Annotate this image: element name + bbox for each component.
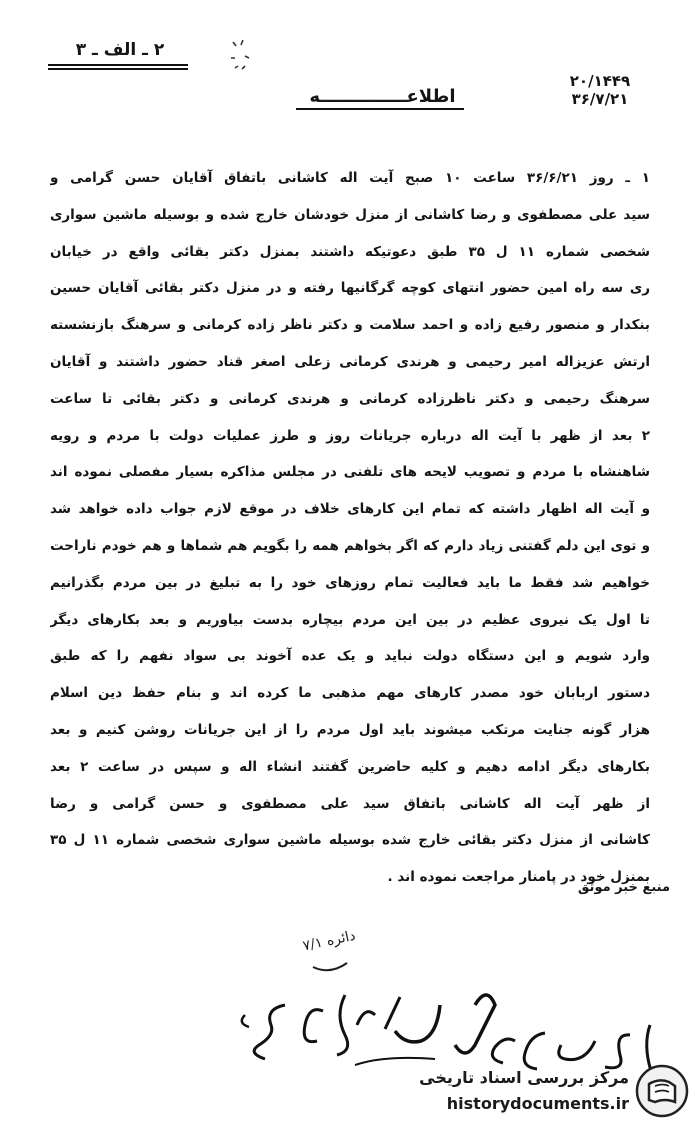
body-line: ری سه راه امین حضور انتهای کوچه گرگانیها رفته و در منزل دکتر بقائی آقایان حسین [50, 280, 650, 297]
document-body [50, 160, 650, 896]
body-line: و توی این دلم گفتنی زیاد دارم که اگر بخواهم همه را بگویم هم شماها و هم خودم ناراحت [50, 537, 650, 554]
classification-code: ۲ ـ الف ـ ۳ [75, 40, 165, 60]
body-line: بمنزل خود در پامنار مراجعت نموده اند . [387, 869, 650, 886]
handwritten-note-text: دائره ۷/۱ [301, 927, 357, 955]
archive-url: historydocuments.ir [446, 1094, 629, 1113]
body-line: از ظهر آیت اله کاشانی باتفاق سید علی مصطفوی و حسن گرامی و رضا [50, 795, 650, 812]
document-number-block [560, 72, 640, 112]
body-line: تا اول یک نیروی عظیم در بین این مردم بیچاره بدست بیاوریم و بعد بکارهای دیگر [50, 611, 650, 628]
body-line: هزار گونه جنایت مرتکب میشوند باید اول مردم را از این جریانات روشن کنیم و بعد [50, 721, 650, 738]
body-line: شخصی شماره ۱۱ ل ۳۵ طبق دعوتیکه داشتند بمنزل دکتر بقائی واقع در خیابان [50, 243, 650, 260]
archive-watermark [405, 1062, 695, 1120]
body-line: و آیت اله اظهار داشته که تمام این کارهای خلاف در موقع لازم جواب داده خواهد شد [50, 501, 650, 518]
body-line: ۲ بعد از ظهر با آیت اله درباره جریانات روز و طرز عملیات دولت با مردم و رویه [50, 427, 650, 444]
archive-logo-icon [635, 1064, 689, 1118]
body-line: دستور اربابان خود مصدر کارهای مهم مذهبی ما کرده اند و بنام حفظ دین اسلام [50, 685, 650, 702]
body-line: وارد شویم و این دستگاه دولت نباید و یک عده آخوند بی سواد نفهم را که طبق [50, 648, 650, 665]
document-date: ۳۶/۷/۲۱ [571, 90, 629, 108]
body-line: سید علی مصطفوی و رضا کاشانی از منزل خودشان خارج شده و بوسیله ماشین سواری [50, 206, 650, 223]
body-line: کاشانی از منزل دکتر بقائی خارج شده بوسیله ماشین سواری شخصی شماره ۱۱ ل ۳۵ [50, 832, 650, 849]
ink-speck [225, 36, 255, 76]
body-line: بنکدار و منصور رفیع زاده و احمد سلامت و دکتر ناظر زاده کرمانی و سرهنگ بازنشسته [50, 317, 650, 334]
archive-name: مرکز بررسی اسناد تاریخی [419, 1068, 629, 1087]
title-underline [296, 108, 464, 110]
document-title: اطلاعــــــــــــــه [309, 86, 456, 107]
classification-underline [48, 64, 188, 67]
document-number: ۲۰/۱۴۴۹ [569, 72, 631, 90]
body-line: خواهیم شد فقط ما باید فعالیت تمام روزهای خود را به تبلیغ در بین مردم بگذرانیم [50, 574, 650, 591]
body-line: سرهنگ رحیمی و دکتر ناظرزاده کرمانی و هرندی کرمانی و دکتر بقائی تا ساعت [50, 390, 650, 407]
body-line: ۱ ـ روز ۳۶/۶/۲۱ ساعت ۱۰ صبح آیت اله کاشانی باتفاق آقایان حسن گرامی و [50, 170, 650, 186]
body-line: ارتش عزیزاله امیر رحیمی و هرندی کرمانی زعلی اصغر قناد حضور داشتند و آقایان [50, 353, 650, 370]
source-note: منبع خبر موثق [577, 880, 670, 895]
body-line: شاهنشاه با مردم و تصویب لایحه های تلفنی در مجلس مذاکره بسیار مفصلی نموده اند [50, 464, 650, 481]
body-line: بکارهای دیگر ادامه دهیم و کلیه حاضرین گفتند انشاء اله و سپس در ساعت ۲ بعد [50, 758, 650, 775]
